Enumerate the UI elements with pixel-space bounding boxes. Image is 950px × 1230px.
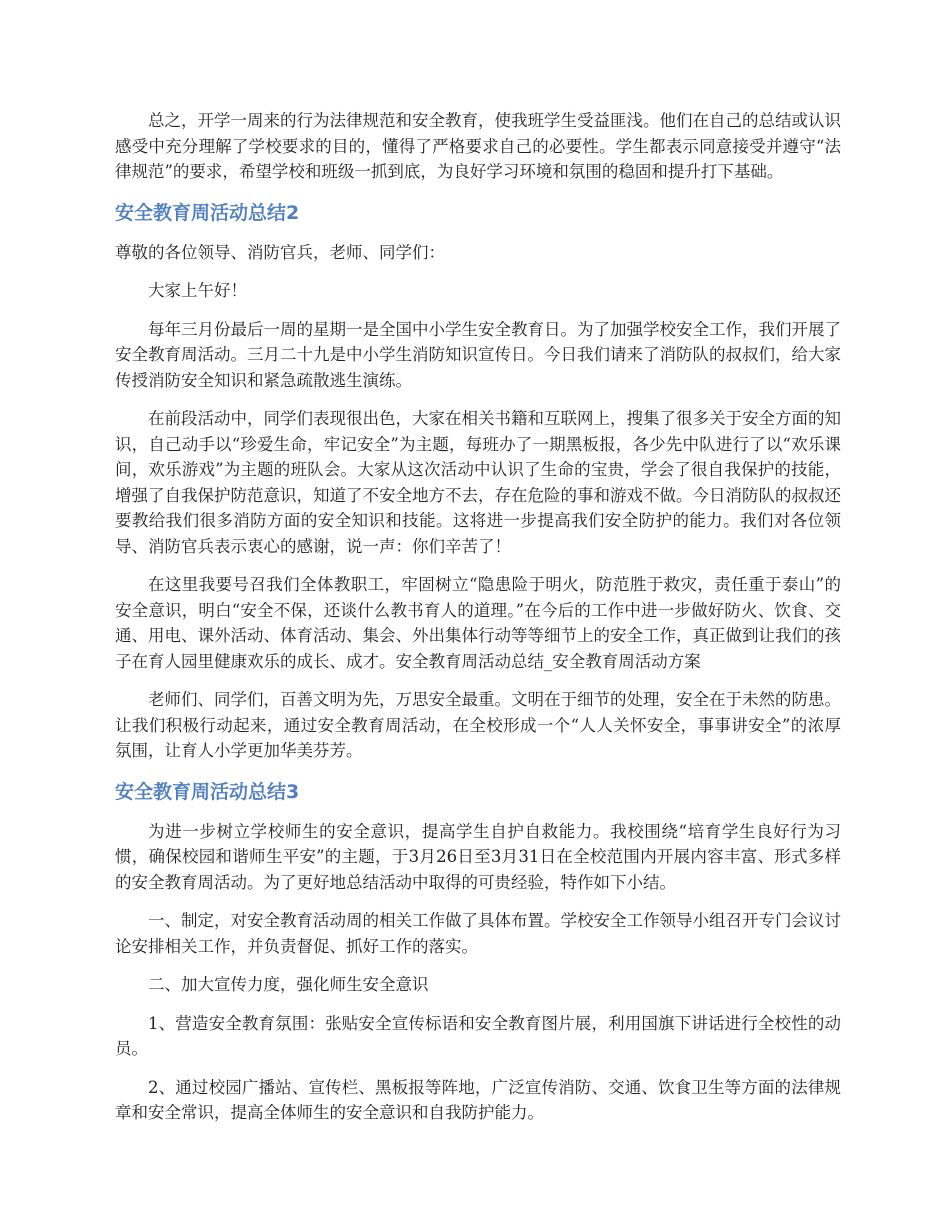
section-2-paragraph-2: 在前段活动中，同学们表现很出色，大家在相关书籍和互联网上，搜集了很多关于安全方面的知识，自己动手以“珍爱生命，牢记安全”为主题，每班办了一期黑板报，各少先中队进行了以“欢乐课间，欢乐游戏”为主题的班队会。大家从这次活动中认识了生命的宝贵，学会了很自我保护的技能，增强了自我保护防范意识，知道了不安全地方不去，存在危险的事和游戏不做。今日消防队的叔叔还要教给我们很多消防方面的安全知识和技能。这将进一步提高我们安全防护的能力。我们对各位领导、消防官兵表示衷心的感谢，说一声：你们辛苦了！ <box>115 409 841 556</box>
intro-paragraph: 总之，开学一周来的行为法律规范和安全教育，使我班学生受益匪浅。他们在自己的总结或认识感受中充分理解了学校要求的目的，懂得了严格要求自己的必要性。学生都表示同意接受并遵守“法律规范”的要求，希望学校和班级一抓到底，为良好学习环境和氛围的稳固和提升打下基础。 <box>115 111 841 181</box>
section-3-paragraph-1: 为进一步树立学校师生的安全意识，提高学生自护自救能力。我校围绕“培育学生良好行为习惯，确保校园和谐师生平安”的主题，于3月26日至3月31日在全校范围内开展内容丰富、形式多样的安全教育周活动。为了更好地总结活动中取得的可贵经验，特作如下小结。 <box>115 821 841 892</box>
section-3-paragraph-4: 1、营造安全教育氛围：张贴安全宣传标语和安全教育图片展，利用国旗下讲话进行全校性的动员。 <box>115 1013 841 1058</box>
section-2-paragraph-4: 老师们、同学们，百善文明为先，万思安全最重。文明在于细节的处理，安全在于未然的防患。让我们积极行动起来，通过安全教育周活动，在全校形成一个“人人关怀安全，事事讲安全”的浓厚氛围，让育人小学更加华美芬芳。 <box>115 690 841 760</box>
document-page <box>115 108 841 1139</box>
greeting-paragraph: 大家上午好！ <box>148 281 247 300</box>
section-2-paragraph-1: 每年三月份最后一周的星期一是全国中小学生安全教育日。为了加强学校安全工作，我们开展了安全教育周活动。三月二十九是中小学生消防知识宣传日。今日我们请来了消防队的叔叔们，给大家传授消防安全知识和紧急疏散逃生演练。 <box>115 319 841 390</box>
salutation-paragraph: 尊敬的各位领导、消防官兵，老师、同学们： <box>115 242 445 262</box>
section-2-heading: 安全教育周活动总结2 <box>115 201 300 224</box>
section-3-paragraph-5: 2、通过校园广播站、宣传栏、黑板报等阵地，广泛宣传消防、交通、饮食卫生等方面的法律规章和安全常识，提高全体师生的安全意识和自我防护能力。 <box>115 1077 841 1122</box>
section-3-paragraph-3: 二、加大宣传力度，强化师生安全意识 <box>148 975 429 994</box>
section-3-heading: 安全教育周活动总结3 <box>115 780 300 803</box>
section-3-paragraph-2: 一、制定，对安全教育活动周的相关工作做了具体布置。学校安全工作领导小组召开专门会议讨论安排相关工作，并负责督促、抓好工作的落实。 <box>115 911 841 956</box>
section-2-paragraph-3: 在这里我要号召我们全体教职工，牢固树立“隐患险于明火，防范胜于救灾，责任重于泰山”的安全意识，明白“安全不保，还谈什么教书育人的道理。”在今后的工作中进一步做好防火、饮食、交通、用电、课外活动、体育活动、集会、外出集体行动等等细节上的安全工作，真正做到让我们的孩子在育人园里健康欢乐的成长、成才。安全教育周活动总结_安全教育周活动方案 <box>115 575 841 671</box>
